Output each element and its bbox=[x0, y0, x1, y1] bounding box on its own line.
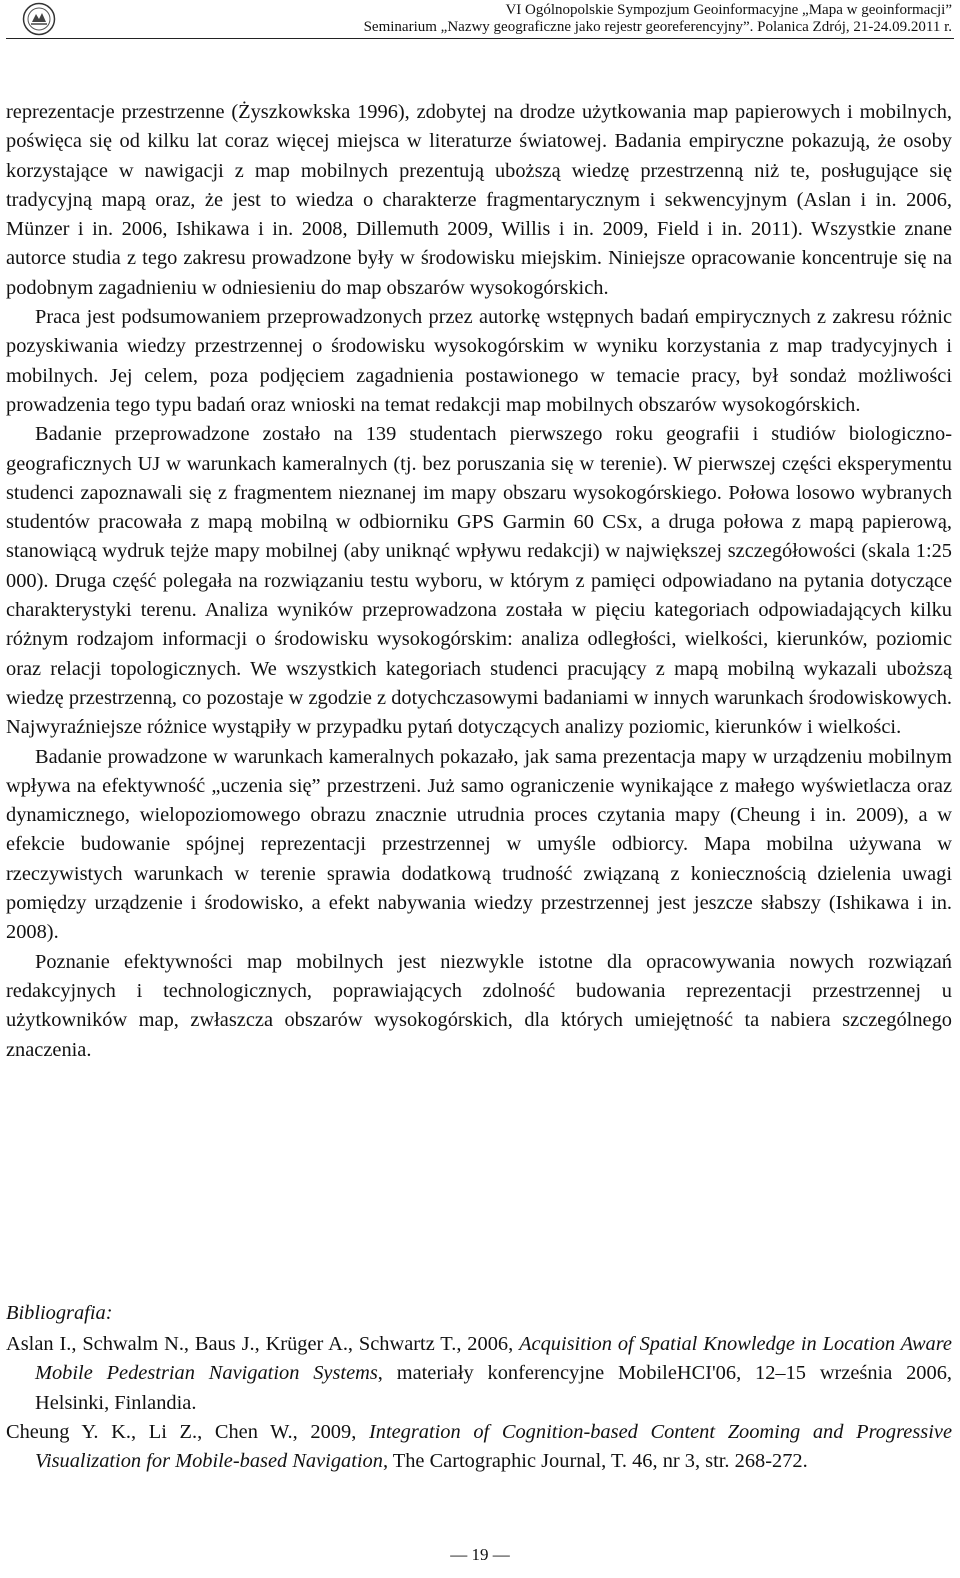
page-number: — 19 — bbox=[450, 1545, 510, 1564]
symposium-title: VI Ogólnopolskie Sympozjum Geoinformacyjne „Mapa w geoinformacji” bbox=[505, 2, 952, 18]
reference-source: , materiały konferencyjne MobileHCI'06, 12–15 września 2006, Helsinki, Finlandia. bbox=[35, 1362, 952, 1414]
header-text bbox=[364, 2, 952, 36]
paragraph-3: Badanie przeprowadzone zostało na 139 studentach pierwszego roku geografii i studiów biologiczno-geograficznych UJ w warunkach kameralnych (tj. bez poruszania się w terenie). W pierwszej części eksperymentu studenci zapoznawali się z fragmentem nieznanej im mapy obszaru wysokogórskiego. Połowa losowo wybranych studentów pracowała z mapą mobilną w odbiorniku GPS Garmin 60 CSx, a druga połowa z mapą papierową, stanowiącą wydruk tejże mapy mobilnej (aby uniknąć wpływu redakcji) w największej szczegółowości (skala 1:25 000). Druga część polegała na rozwiązaniu testu wyboru, w którym z pamięci odpowiadano na pytania dotyczące charakterystyki terenu. Analiza wyników przeprowadzona została w pięciu kategoriach odpowiadających kilku różnym rodzajom informacji o środowisku wysokogórskim: analiza odległości, wielkości, kierunków, poziomic oraz relacji topologicznych. We wszystkich kategoriach studenci pracujący z mapą mobilną wykazali uboższą wiedzę przestrzenną, co pozostaje w zgodzie z dotychczasowymi badaniami w innych warunkach środowiskowych. Najwyraźniejsze różnice wystąpiły w przypadku pytań dotyczących analizy poziomic, kierunków i wielkości. bbox=[6, 423, 952, 739]
paragraph-4: Badanie prowadzone w warunkach kameralnych pokazało, jak sama prezentacja mapy w urządzeniu mobilnym wpływa na efektywność „uczenia się” przestrzeni. Już samo ograniczenie wynikające z małego wyświetlacza oraz dynamicznego, wielopoziomowego obrazu znacznie utrudnia proces czytania mapy (Cheung i in. 2009), a w efekcie budowanie spójnej reprezentacji przestrzennej w umyśle odbiorcy. Mapa mobilna używana w rzeczywistych warunkach w terenie sprawia dodatkową trudność związaną z koniecznością dzielenia uwagi pomiędzy urządzenie i środowisko, a efekt nabywania wiedzy przestrzennej jest jeszcze słabszy (Ishikawa i in. 2008). bbox=[6, 745, 952, 944]
reference-item bbox=[6, 1330, 952, 1418]
reference-item bbox=[6, 1418, 952, 1477]
paragraph-5: Poznanie efektywności map mobilnych jest niezwykle istotne dla opracowywania nowych rozwiązań redakcyjnych i technologicznych, poprawiających zdolność budowania reprezentacji przestrzennej u użytkowników map, zwłaszcza obszarów wysokogórskich, dla których umiejętność ta nabiera szczególnego znaczenia. bbox=[6, 950, 952, 1061]
reference-title: Acquisition of Spatial Knowledge in Location Aware Mobile Pedestrian Navigation Systems bbox=[35, 1333, 952, 1385]
bibliography-list bbox=[6, 1330, 952, 1476]
society-logo-icon bbox=[22, 2, 56, 36]
header-rule bbox=[6, 38, 954, 39]
paragraph-2: Praca jest podsumowaniem przeprowadzonych przez autorkę wstępnych badań empirycznych z zakresu różnic pozyskiwania wiedzy przestrzennej o środowisku wysokogórskim w wyniku korzystania z map tradycyjnych i mobilnych. Jej celem, poza podjęciem zagadnienia postawionego w temacie pracy, był sondaż możliwości prowadzenia tego typu badań oraz wnioski na temat redakcji map mobilnych obszarów wysokogórskich. bbox=[6, 306, 952, 416]
reference-authors: Cheung Y. K., Li Z., Chen W., 2009, bbox=[6, 1420, 369, 1443]
reference-title: Integration of Cognition-based Content Zooming and Progressive Visualization for Mobile-based Navigation bbox=[35, 1420, 952, 1473]
seminar-title: Seminarium „Nazwy geograficzne jako rejestr georeferencyjny”. Polanica Zdrój, 21-24.09.2011 r. bbox=[363, 19, 952, 35]
reference-authors: Aslan I., Schwalm N., Baus J., Krüger A., Schwartz T., 2006, bbox=[6, 1333, 520, 1355]
page-header bbox=[0, 0, 960, 42]
reference-source: , The Cartographic Journal, T. 46, nr 3, str. 268-272. bbox=[382, 1450, 808, 1473]
article-body bbox=[6, 98, 952, 1065]
bibliography-heading: Bibliografia: bbox=[6, 1302, 113, 1324]
paragraph-1: reprezentacje przestrzenne (Żyszkowkska 1996), zdobytej na drodze użytkowania map papierowych i mobilnych, poświęca się od kilku lat coraz więcej miejsca w literaturze światowej. Badania empiryczne pokazują, że osoby korzystające w nawigacji z map mobilnych prezentują uboższą wiedzę przestrzenną niż te, posługujące się tradycyjną mapą oraz, że jest to wiedza o charakterze fragmentarycznym i sekwencyjnym (Aslan i in. 2006, Münzer i in. 2006, Ishikawa i in. 2008, Dillemuth 2009, Willis i in. 2009, Field i in. 2011). Wszystkie znane autorce studia z tego zakresu prowadzone były w środowisku miejskim. Niniejsze opracowanie koncentruje się na podobnym zagadnieniu w odniesieniu do map obszarów wysokogórskich. bbox=[6, 101, 952, 299]
